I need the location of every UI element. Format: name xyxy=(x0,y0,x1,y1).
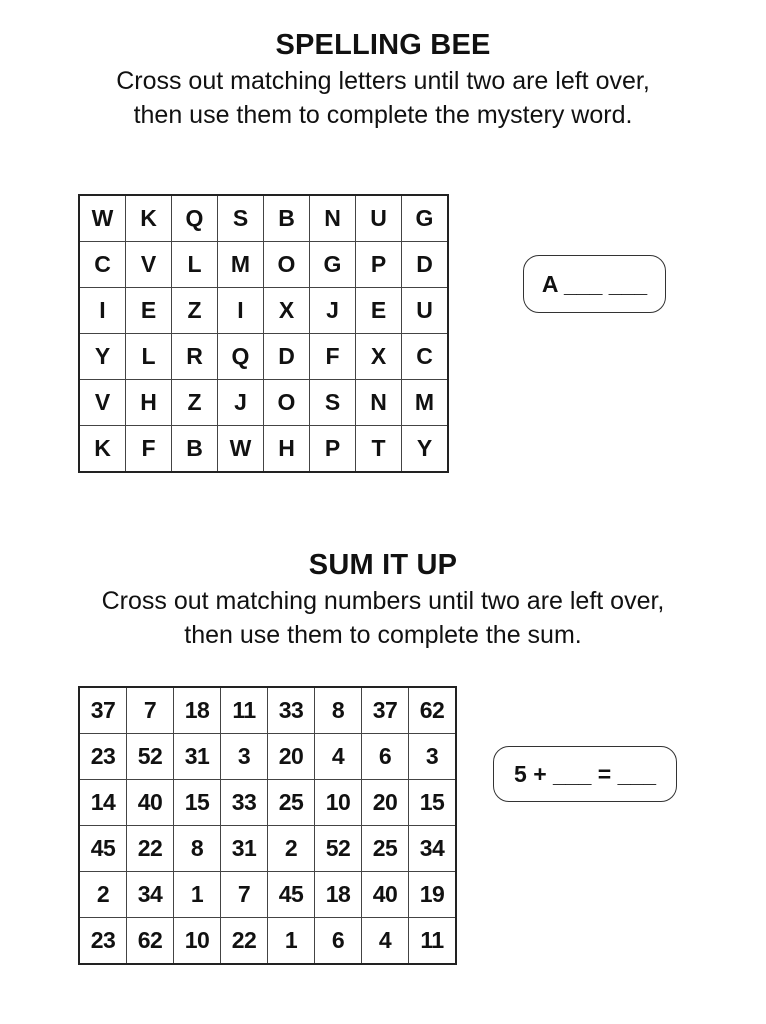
grid-cell[interactable]: T xyxy=(356,426,402,473)
grid-cell[interactable]: G xyxy=(402,195,449,242)
grid-cell[interactable]: S xyxy=(218,195,264,242)
grid-cell[interactable]: P xyxy=(310,426,356,473)
grid-cell[interactable]: G xyxy=(310,242,356,288)
grid-cell[interactable]: 6 xyxy=(362,734,409,780)
grid-cell[interactable]: 2 xyxy=(268,826,315,872)
grid-cell[interactable]: U xyxy=(356,195,402,242)
grid-cell[interactable]: 22 xyxy=(221,918,268,965)
grid-cell[interactable]: 22 xyxy=(127,826,174,872)
grid-cell[interactable]: 3 xyxy=(221,734,268,780)
grid-row xyxy=(79,288,448,334)
grid-cell[interactable]: 1 xyxy=(268,918,315,965)
grid-cell[interactable]: 8 xyxy=(315,687,362,734)
grid-cell[interactable]: 20 xyxy=(268,734,315,780)
grid-cell[interactable]: 33 xyxy=(268,687,315,734)
grid-cell[interactable]: 11 xyxy=(221,687,268,734)
grid-cell[interactable]: Z xyxy=(172,380,218,426)
grid-cell[interactable]: F xyxy=(126,426,172,473)
spelling-bee-title: SPELLING BEE xyxy=(275,29,491,61)
grid-cell[interactable]: N xyxy=(356,380,402,426)
grid-cell[interactable]: R xyxy=(172,334,218,380)
grid-cell[interactable]: 11 xyxy=(409,918,457,965)
grid-cell[interactable]: 15 xyxy=(174,780,221,826)
grid-cell[interactable]: 31 xyxy=(174,734,221,780)
grid-cell[interactable]: E xyxy=(356,288,402,334)
grid-cell[interactable]: L xyxy=(172,242,218,288)
instruction-line: Cross out matching numbers until two are left over, xyxy=(101,587,665,615)
grid-cell[interactable]: 34 xyxy=(409,826,457,872)
grid-row xyxy=(79,426,448,473)
grid-cell[interactable]: I xyxy=(218,288,264,334)
grid-cell[interactable]: 23 xyxy=(79,918,127,965)
grid-row xyxy=(79,334,448,380)
grid-cell[interactable]: M xyxy=(402,380,449,426)
grid-cell[interactable]: W xyxy=(79,195,126,242)
grid-cell[interactable]: 52 xyxy=(127,734,174,780)
grid-cell[interactable]: Z xyxy=(172,288,218,334)
grid-cell[interactable]: 7 xyxy=(127,687,174,734)
grid-cell[interactable]: 4 xyxy=(362,918,409,965)
grid-cell[interactable]: 20 xyxy=(362,780,409,826)
grid-cell[interactable]: O xyxy=(264,380,310,426)
grid-cell[interactable]: 2 xyxy=(79,872,127,918)
mystery-word-box: A ___ ___ xyxy=(523,255,666,313)
grid-cell[interactable]: Q xyxy=(218,334,264,380)
grid-row xyxy=(79,242,448,288)
grid-cell[interactable]: I xyxy=(79,288,126,334)
grid-row xyxy=(79,826,456,872)
grid-cell[interactable]: J xyxy=(218,380,264,426)
grid-cell[interactable]: H xyxy=(264,426,310,473)
grid-cell[interactable]: 62 xyxy=(127,918,174,965)
grid-cell[interactable]: 19 xyxy=(409,872,457,918)
grid-cell[interactable]: 6 xyxy=(315,918,362,965)
grid-cell[interactable]: 4 xyxy=(315,734,362,780)
grid-row xyxy=(79,780,456,826)
grid-cell[interactable]: B xyxy=(264,195,310,242)
grid-row xyxy=(79,872,456,918)
grid-cell[interactable]: Y xyxy=(402,426,449,473)
grid-cell[interactable]: F xyxy=(310,334,356,380)
grid-cell[interactable]: X xyxy=(356,334,402,380)
grid-cell[interactable]: 25 xyxy=(362,826,409,872)
grid-cell[interactable]: V xyxy=(126,242,172,288)
grid-cell[interactable]: Y xyxy=(79,334,126,380)
grid-cell[interactable]: 45 xyxy=(79,826,127,872)
grid-row xyxy=(79,380,448,426)
grid-cell[interactable]: Q xyxy=(172,195,218,242)
grid-row xyxy=(79,195,448,242)
grid-cell[interactable]: 40 xyxy=(127,780,174,826)
grid-cell[interactable]: 33 xyxy=(221,780,268,826)
grid-cell[interactable]: 37 xyxy=(79,687,127,734)
grid-cell[interactable]: E xyxy=(126,288,172,334)
grid-cell[interactable]: J xyxy=(310,288,356,334)
grid-cell[interactable]: 18 xyxy=(315,872,362,918)
instruction-line: Cross out matching letters until two are left over, xyxy=(116,67,650,95)
grid-cell[interactable]: S xyxy=(310,380,356,426)
number-grid xyxy=(78,686,457,965)
grid-cell[interactable]: N xyxy=(310,195,356,242)
grid-row xyxy=(79,918,456,965)
grid-cell[interactable]: 7 xyxy=(221,872,268,918)
grid-cell[interactable]: O xyxy=(264,242,310,288)
letter-grid xyxy=(78,194,449,473)
grid-cell[interactable]: K xyxy=(79,426,126,473)
grid-cell[interactable]: V xyxy=(79,380,126,426)
grid-cell[interactable]: 1 xyxy=(174,872,221,918)
grid-cell[interactable]: 23 xyxy=(79,734,127,780)
instruction-line: then use them to complete the sum. xyxy=(184,621,582,649)
grid-cell[interactable]: 15 xyxy=(409,780,457,826)
grid-cell[interactable]: 52 xyxy=(315,826,362,872)
grid-cell[interactable]: 37 xyxy=(362,687,409,734)
grid-cell[interactable]: U xyxy=(402,288,449,334)
grid-cell[interactable]: D xyxy=(402,242,449,288)
grid-cell[interactable]: C xyxy=(402,334,449,380)
grid-cell[interactable]: M xyxy=(218,242,264,288)
grid-cell[interactable]: 8 xyxy=(174,826,221,872)
sum-it-up-instructions xyxy=(0,584,766,652)
grid-cell[interactable]: H xyxy=(126,380,172,426)
grid-cell[interactable]: 10 xyxy=(315,780,362,826)
grid-cell[interactable]: 3 xyxy=(409,734,457,780)
sum-it-up-title: SUM IT UP xyxy=(308,549,458,581)
grid-cell[interactable]: P xyxy=(356,242,402,288)
grid-cell[interactable]: D xyxy=(264,334,310,380)
grid-cell[interactable]: 40 xyxy=(362,872,409,918)
grid-cell[interactable]: 62 xyxy=(409,687,457,734)
grid-cell[interactable]: K xyxy=(126,195,172,242)
grid-row xyxy=(79,734,456,780)
instruction-line: then use them to complete the mystery word. xyxy=(133,101,633,129)
sum-box: 5 + ___ = ___ xyxy=(493,746,677,802)
grid-cell[interactable]: 14 xyxy=(79,780,127,826)
spelling-bee-instructions xyxy=(0,64,766,132)
grid-cell[interactable]: 10 xyxy=(174,918,221,965)
grid-cell[interactable]: B xyxy=(172,426,218,473)
grid-cell[interactable]: 25 xyxy=(268,780,315,826)
grid-cell[interactable]: C xyxy=(79,242,126,288)
grid-cell[interactable]: 34 xyxy=(127,872,174,918)
grid-cell[interactable]: 45 xyxy=(268,872,315,918)
grid-cell[interactable]: X xyxy=(264,288,310,334)
grid-cell[interactable]: 31 xyxy=(221,826,268,872)
grid-row xyxy=(79,687,456,734)
grid-cell[interactable]: L xyxy=(126,334,172,380)
grid-cell[interactable]: W xyxy=(218,426,264,473)
grid-cell[interactable]: 18 xyxy=(174,687,221,734)
